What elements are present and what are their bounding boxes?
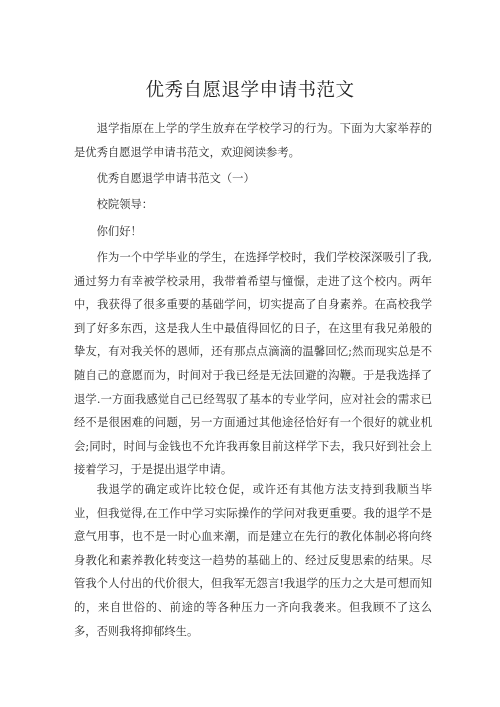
salutation: 校院领导： xyxy=(96,198,154,211)
intro-block xyxy=(74,117,432,164)
section-heading: 优秀自愿退学申请书范文（一） xyxy=(96,172,255,185)
intro-paragraph: 退学指原在上学的学生放弃在学校学习的行为。下面为大家举荐的是优秀自愿退学申请书范文，欢迎阅读参考。 xyxy=(74,122,432,159)
greeting: 你们好！ xyxy=(96,225,142,238)
body-paragraph-2: 我退学的确定或许比较仓促，或许还有其他方法支持到我顺当毕业，但我觉得,在工作中学习实际操作的学问对我更重要。我的退学不是意气用事，也不是一时心血来潮，而是建立在先行的教化体制必将向终身教化和素养教化转变这一趋势的基础上的、经过反叟思索的结果。尽管我个人付出的代价很大，但我军无怨言!我退学的压力之大是可想而知的，来自世俗的、前途的等各种压力一齐向我袭来。但我顾不了这么多，否则我将抑郁终生。 xyxy=(74,483,432,638)
paragraph-2-block xyxy=(74,478,432,643)
paragraph-1-block xyxy=(74,246,432,482)
document-title: 优秀自愿退学申请书范文 xyxy=(145,80,355,101)
body-paragraph-1: 作为一个中学毕业的学生，在选择学校时，我们学校深深吸引了我,通过努力有幸被学校录用，我带着希望与憧憬，走进了这个校内。两年中，我获得了很多重要的基础学问，切实提高了自身素养。在高校我学到了好多东西，这是我人生中最值得回忆的日子，在这里有我兄弟般的挚友，有对我关怀的恩师，还有那点点滴滴的温馨回忆;然而现实总是不随自己的意愿而为，时间对于我已经是无法回避的沟鞭。于是我选择了退学.一方面我感觉自己已经驾驭了基本的专业学问，应对社会的需求已经不是很困难的问题，另一方面通过其他途径恰好有一个很好的就业机会;同时，时间与金钱也不允许我再象目前这样学下去，我只好到社会上接着学习，于是提出退学申请。 xyxy=(74,251,432,477)
